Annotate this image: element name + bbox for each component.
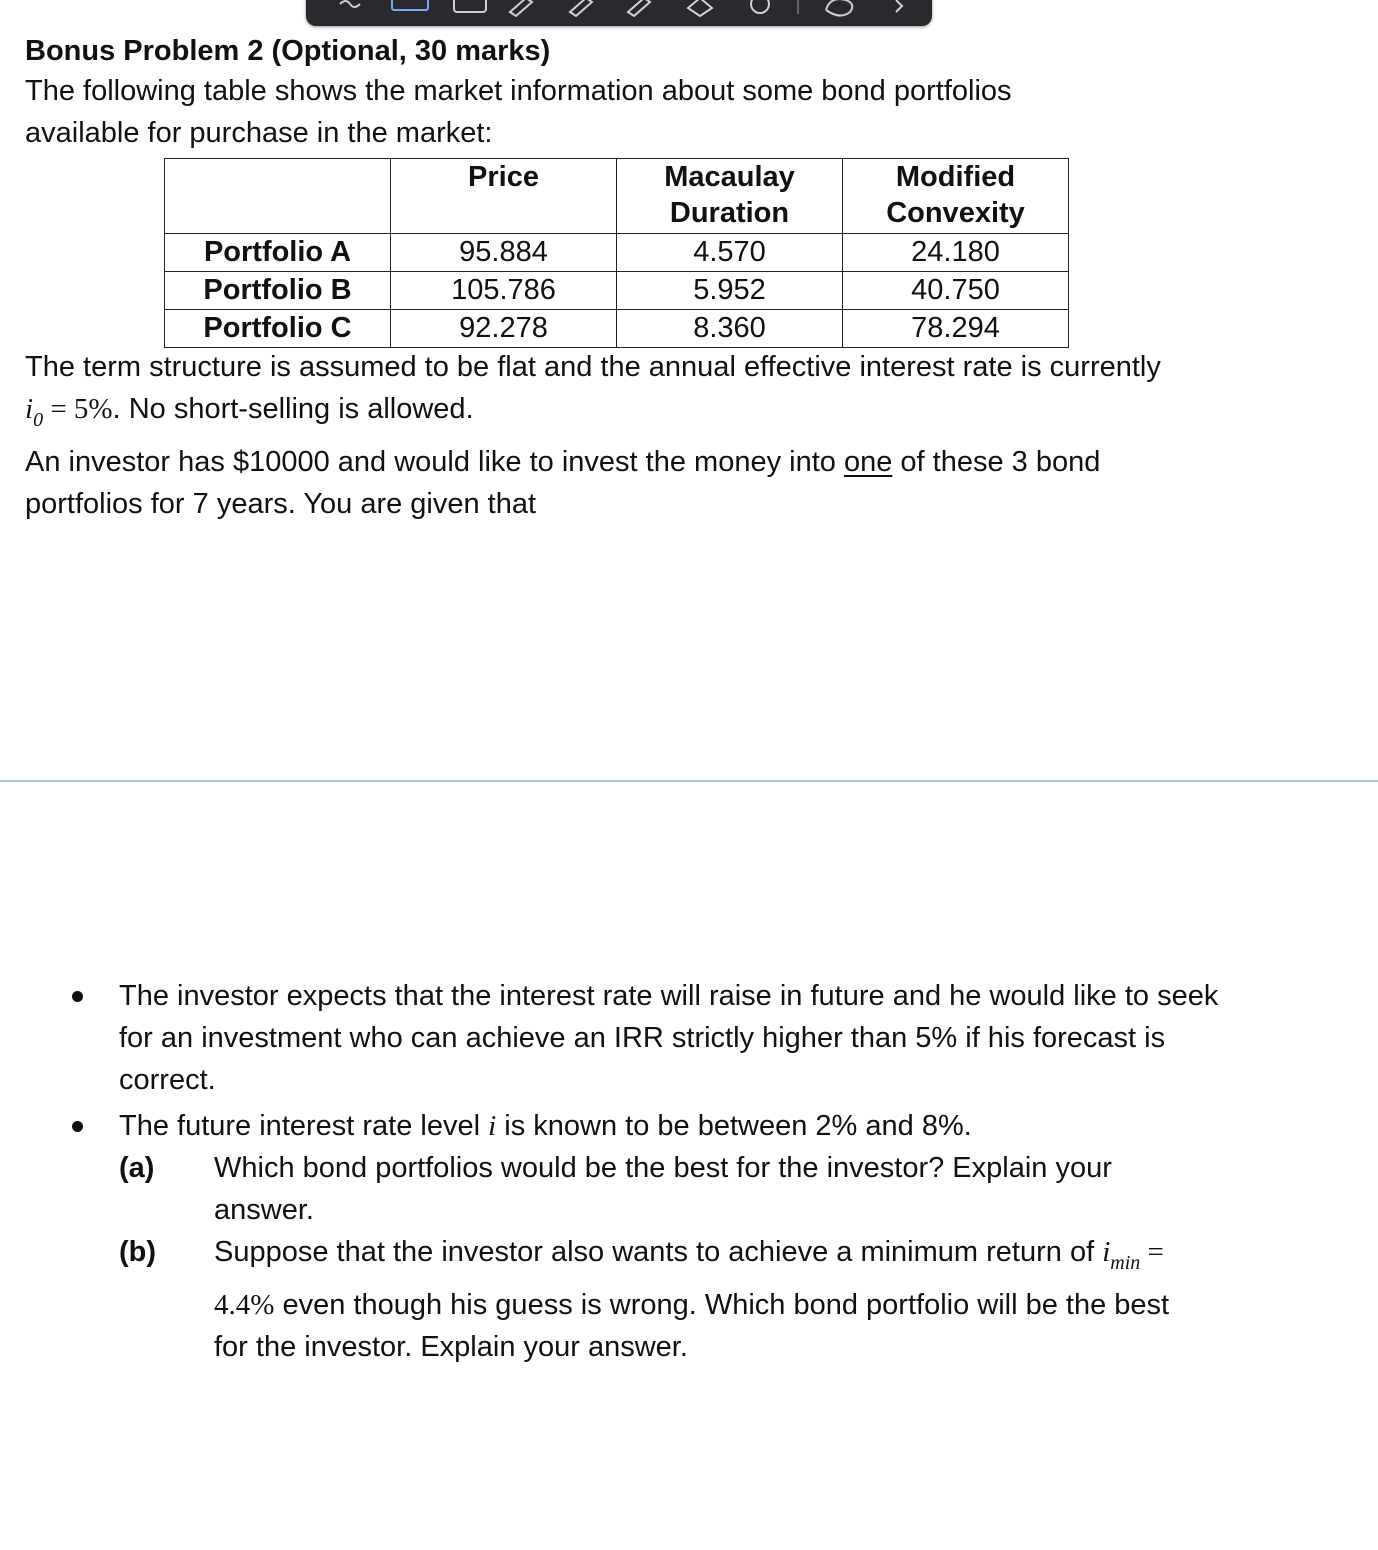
notes-icon[interactable] [454,0,486,12]
more-icon[interactable] [896,0,902,12]
part-a [0,1147,1204,1231]
part-a-text: Which bond portfolios would be the best for the investor? Explain your answer. [214,1152,1112,1226]
lasso-icon[interactable] [340,1,360,7]
bullet-text: The investor expects that the interest rate will raise in future and he would like to seek for an investment who can achieve an IRR strictly higher than 5% if his forecast is correct. [119,980,1219,1096]
portfolio-duration: 5.952 [617,272,843,310]
rate-variable: i [488,1110,497,1142]
portfolio-price: 92.278 [391,310,617,348]
portfolio-duration: 8.360 [617,310,843,348]
problem-text [25,32,1355,154]
list-item [0,1105,1219,1147]
part-a-label: (a) [119,1152,155,1184]
shape-icon[interactable] [751,0,769,13]
investor-text-pre: An investor has $10000 and would like to invest the money into [25,446,844,478]
min-rate-equation: = 4.4% [214,1236,1164,1321]
short-selling-text: . No short-selling is allowed. [112,393,474,425]
list-item [0,975,1219,1101]
assumptions-text [25,346,1355,525]
bullet-dot [72,991,83,1002]
table-row [165,310,1069,348]
rate-subscript: 0 [33,409,44,431]
conditions-list [0,975,1378,1368]
rate-equation: = 5% [43,393,113,425]
term-structure-text: The term structure is assumed to be flat and the annual effective interest rate is currently [25,351,1161,383]
portfolio-name: Portfolio B [165,272,391,310]
portfolio-name: Portfolio A [165,234,391,272]
rate-variable: i [25,393,34,425]
table-header-convexity: Modified Convexity [843,159,1069,234]
annotation-toolbar [306,0,932,26]
image-select-icon[interactable] [392,0,428,10]
portfolio-price: 95.884 [391,234,617,272]
part-b [0,1231,1194,1368]
toolbar-icons [306,0,932,26]
bullet-dot [72,1121,83,1132]
lasso-select-icon[interactable] [826,0,852,16]
term-structure-paragraph [25,346,1165,441]
bullet-text-post: is known to be between 2% and 8%. [496,1110,972,1142]
table-row [165,234,1069,272]
intro-paragraph: The following table shows the market information about some bond portfolios available for purchase in the market: [25,75,1012,149]
table-row [165,272,1069,310]
part-b-text1: Suppose that the investor also wants to achieve a minimum return of [214,1236,1095,1268]
table-header-row [165,159,1069,234]
investor-paragraph [25,441,1225,525]
portfolio-duration: 4.570 [617,234,843,272]
min-rate-subscript: min [1110,1252,1141,1274]
problem-title: Bonus Problem 2 (Optional, 30 marks) [25,35,551,67]
table-header-duration: Macaulay Duration [617,159,843,234]
pen-icon[interactable] [510,0,532,16]
part-b-text2: even though his guess is wrong. Which bond portfolio will be the best for the investor. Explain your answer. [214,1289,1170,1363]
min-rate-variable: i [1102,1236,1111,1268]
table-header-price: Price [391,159,617,234]
portfolio-convexity: 40.750 [843,272,1069,310]
portfolio-price: 105.786 [391,272,617,310]
highlighter-icon[interactable] [628,0,650,16]
portfolio-convexity: 24.180 [843,234,1069,272]
part-b-label: (b) [119,1236,157,1268]
investor-text-underlined: one [843,446,893,478]
investor-text-post: of these 3 bond portfolios for 7 years. You are given that [25,446,1101,520]
page-divider [0,780,1378,782]
portfolio-name: Portfolio C [165,310,391,348]
bond-portfolio-table [164,158,1069,348]
table-header-empty [165,159,391,234]
portfolio-convexity: 78.294 [843,310,1069,348]
pencil-icon[interactable] [570,0,592,16]
bullet-text-pre: The future interest rate level [119,1110,489,1142]
eraser-icon[interactable] [688,0,712,16]
